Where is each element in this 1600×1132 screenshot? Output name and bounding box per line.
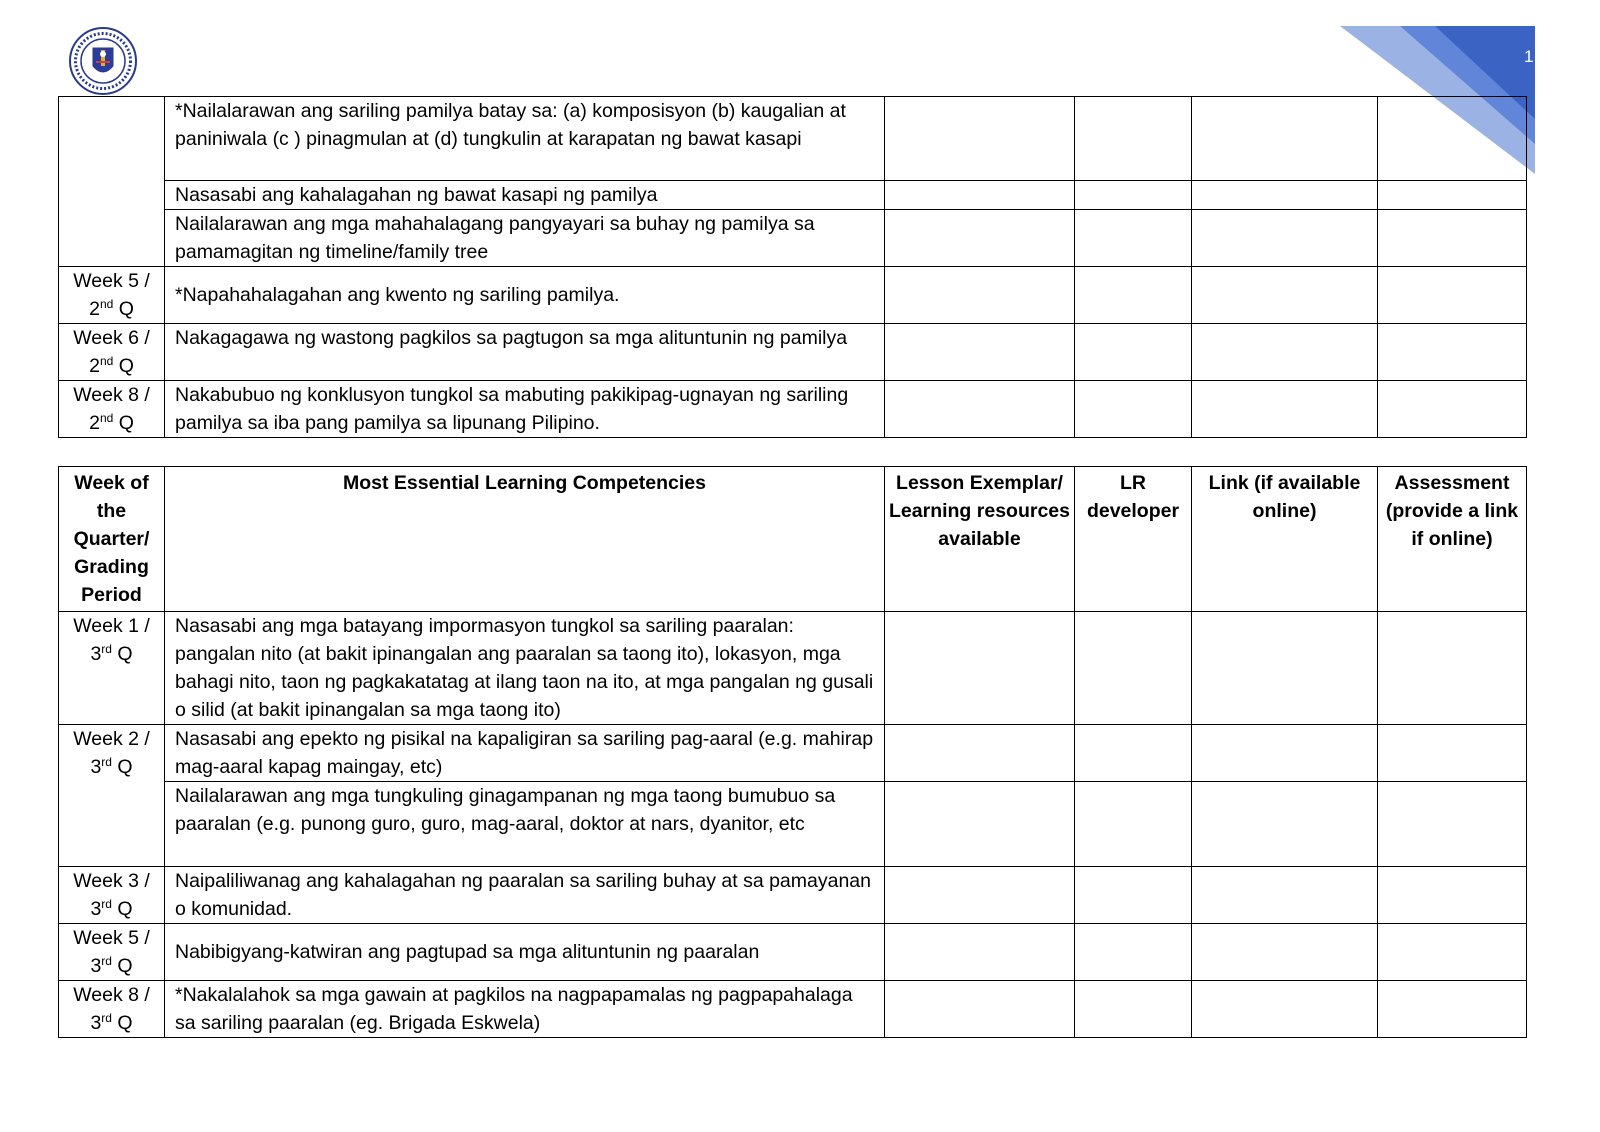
header-lr-developer: LR developer <box>1075 467 1192 612</box>
competency-cell: Nabibigyang-katwiran ang pagtupad sa mga alituntunin ng paaralan <box>165 924 885 981</box>
table-row <box>59 381 1527 438</box>
competency-cell: Naipaliliwanag ang kahalagahan ng paaralan sa sariling buhay at sa pamayanan o komunidad. <box>165 867 885 924</box>
week-cell: Week 8 / 2nd Q <box>59 381 165 438</box>
competency-cell: Nakabubuo ng konklusyon tungkol sa mabuting pakikipag-ugnayan ng sariling pamilya sa iba pang pamilya sa lipunang Pilipino. <box>165 381 885 438</box>
table-row <box>59 267 1527 324</box>
table-header-row <box>59 467 1527 612</box>
week-cell: Week 5 / 2nd Q <box>59 267 165 324</box>
deped-seal-logo <box>68 26 138 96</box>
competency-cell: Nailalarawan ang mga mahahalagang pangyayari sa buhay ng pamilya sa pamamagitan ng timeline/family tree <box>165 210 885 267</box>
week-cell: Week 2 / 3rd Q <box>59 725 165 867</box>
header-assessment: Assessment (provide a link if online) <box>1378 467 1527 612</box>
header-link: Link (if available online) <box>1192 467 1378 612</box>
table-row <box>59 612 1527 725</box>
competency-cell: *Nakalalahok sa mga gawain at pagkilos na nagpapamalas ng pagpapahalaga sa sariling paaralan (eg. Brigada Eskwela) <box>165 981 885 1038</box>
week-cell: Week 6 / 2nd Q <box>59 324 165 381</box>
competency-cell: *Napahahalagahan ang kwento ng sariling pamilya. <box>165 267 885 324</box>
competency-cell: *Nailalarawan ang sariling pamilya batay sa: (a) komposisyon (b) kaugalian at paniniwala (c ) pinagmulan at (d) tungkulin at karapatan ng bawat kasapi <box>165 97 885 181</box>
week-cell: Week 5 / 3rd Q <box>59 924 165 981</box>
competency-cell: Nasasabi ang kahalagahan ng bawat kasapi ng pamilya <box>165 181 885 210</box>
header-melc: Most Essential Learning Competencies <box>165 467 885 612</box>
competency-table-q3 <box>58 466 1527 1038</box>
table-row <box>59 210 1527 267</box>
week-cell: Week 8 / 3rd Q <box>59 981 165 1038</box>
table-row <box>59 924 1527 981</box>
header-lesson-exemplar: Lesson Exemplar/ Learning resources available <box>885 467 1075 612</box>
table-row <box>59 725 1527 782</box>
table-row <box>59 867 1527 924</box>
week-cell <box>59 97 165 267</box>
table-row <box>59 981 1527 1038</box>
competency-table-q2 <box>58 96 1527 438</box>
week-cell: Week 1 / 3rd Q <box>59 612 165 725</box>
table-row <box>59 782 1527 867</box>
table-row <box>59 181 1527 210</box>
competency-cell: Nakagagawa ng wastong pagkilos sa pagtugon sa mga alituntunin ng pamilya <box>165 324 885 381</box>
table-row <box>59 97 1527 181</box>
competency-cell: Nasasabi ang epekto ng pisikal na kapaligiran sa sariling pag-aaral (e.g. mahirap mag-aaral kapag maingay, etc) <box>165 725 885 782</box>
page-number: 15 <box>1524 47 1545 66</box>
header-week: Week of the Quarter/ Grading Period <box>59 467 165 612</box>
competency-cell: Nailalarawan ang mga tungkuling ginagampanan ng mga taong bumubuo sa paaralan (e.g. punong guro, guro, mag-aaral, doktor at nars, dyanitor, etc <box>165 782 885 867</box>
competency-cell: Nasasabi ang mga batayang impormasyon tungkol sa sariling paaralan: pangalan nito (at bakit ipinangalan ang paaralan sa taong ito), lokasyon, mga bahagi nito, taon ng pagkakatatag at ilang taon na ito, at mga pangalan ng gusali o silid (at bakit ipinangalan sa mga taong ito) <box>165 612 885 725</box>
table-row <box>59 324 1527 381</box>
week-cell: Week 3 / 3rd Q <box>59 867 165 924</box>
